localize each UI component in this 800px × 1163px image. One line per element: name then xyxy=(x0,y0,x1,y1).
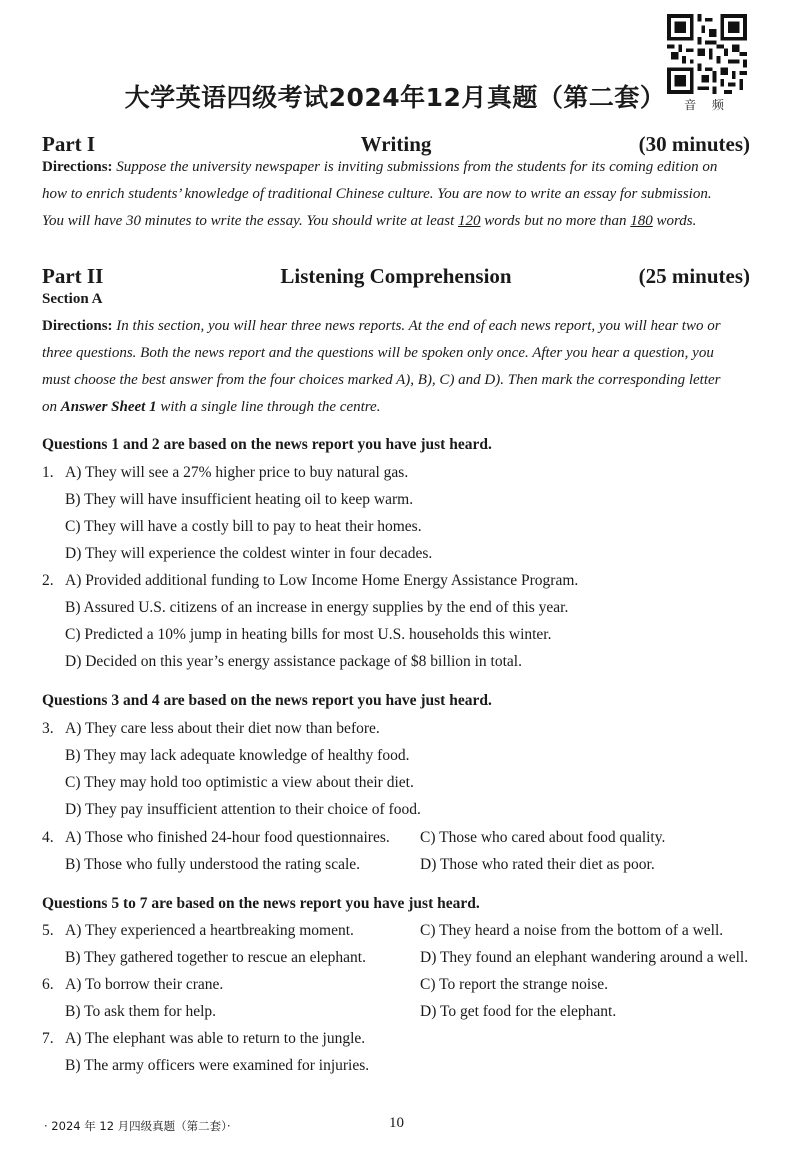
page-number: 10 xyxy=(389,1115,404,1131)
min-words: 120 xyxy=(458,213,481,229)
option-c[interactable]: C) Predicted a 10% jump in heating bills for most U.S. households this winter. xyxy=(65,626,552,643)
part-1-title: Writing xyxy=(360,132,432,156)
directions-text: with a single line through the centre. xyxy=(156,399,381,415)
directions-text: must choose the best answer from the four choices marked A), B), C) and D). Then mark the corresponding letter xyxy=(42,372,721,388)
footer-caption: · 2024 年 12 月四级真题（第二套）· xyxy=(44,1119,231,1133)
question-number: 6. xyxy=(42,976,54,993)
option-d[interactable]: D) They will experience the coldest winter in four decades. xyxy=(65,545,433,562)
option-b[interactable]: B) The army officers were examined for injuries. xyxy=(65,1057,370,1074)
directions-text: words. xyxy=(652,213,697,229)
directions-label: Directions: xyxy=(42,159,113,175)
directions-label: Directions: xyxy=(42,318,113,334)
qr-code-label: 音 频 xyxy=(684,98,730,112)
part-2-directions xyxy=(42,313,752,421)
part-2-title: Listening Comprehension xyxy=(280,264,512,288)
question-group-heading: Questions 1 and 2 are based on the news report you have just heard. xyxy=(42,436,492,453)
option-a[interactable]: A) They care less about their diet now than before. xyxy=(65,720,380,737)
option-d[interactable]: D) Those who rated their diet as poor. xyxy=(420,856,655,873)
question-number: 1. xyxy=(42,464,54,481)
option-c[interactable]: C) Those who cared about food quality. xyxy=(420,829,666,846)
option-b[interactable]: B) Those who fully understood the rating scale. xyxy=(65,856,361,873)
directions-text: Suppose the university newspaper is inviting submissions from the students for its coming edition on xyxy=(116,159,718,175)
part-1-directions xyxy=(42,154,752,235)
part-2-header xyxy=(42,264,750,292)
directions-text: words but no more than xyxy=(480,213,631,229)
option-d[interactable]: D) They pay insufficient attention to their choice of food. xyxy=(65,801,421,818)
option-d[interactable]: D) They found an elephant wandering around a well. xyxy=(420,949,749,966)
option-b[interactable]: B) Assured U.S. citizens of an increase in energy supplies by the end of this year. xyxy=(65,599,569,616)
option-c[interactable]: C) They heard a noise from the bottom of a well. xyxy=(420,922,724,939)
option-a[interactable]: A) To borrow their crane. xyxy=(65,976,224,993)
option-b[interactable]: B) They gathered together to rescue an elephant. xyxy=(65,949,366,966)
part-2-label: Part II xyxy=(42,264,104,288)
option-a[interactable]: A) Those who finished 24-hour food questionnaires. xyxy=(65,829,390,846)
option-d[interactable]: D) Decided on this year’s energy assistance package of $8 billion in total. xyxy=(65,653,522,670)
directions-text: three questions. Both the news report and the questions will be spoken only once. After you hear a question, you xyxy=(42,345,714,361)
option-b[interactable]: B) They will have insufficient heating oil to keep warm. xyxy=(65,491,414,508)
question-number: 4. xyxy=(42,829,54,846)
option-a[interactable]: A) They will see a 27% higher price to buy natural gas. xyxy=(65,464,409,481)
part-2-time: (25 minutes) xyxy=(638,264,750,288)
option-c[interactable]: C) They will have a costly bill to pay to heat their homes. xyxy=(65,518,422,535)
option-b[interactable]: B) To ask them for help. xyxy=(65,1003,217,1020)
page-title: 大学英语四级考试2024年12月真题（第二套） xyxy=(124,83,666,112)
qr-code-icon[interactable] xyxy=(667,14,747,94)
question-number: 5. xyxy=(42,922,54,939)
option-a[interactable]: A) They experienced a heartbreaking moment. xyxy=(65,922,354,939)
max-words: 180 xyxy=(630,213,653,229)
option-a[interactable]: A) The elephant was able to return to the jungle. xyxy=(65,1030,366,1047)
question-number: 2. xyxy=(42,572,54,589)
section-a-heading: Section A xyxy=(42,291,103,307)
answer-sheet-ref: Answer Sheet 1 xyxy=(60,399,157,415)
part-1-label: Part I xyxy=(42,132,96,156)
part-1-time: (30 minutes) xyxy=(638,132,750,156)
option-c[interactable]: C) They may hold too optimistic a view about their diet. xyxy=(65,774,414,791)
option-b[interactable]: B) They may lack adequate knowledge of healthy food. xyxy=(65,747,410,764)
directions-text: In this section, you will hear three news reports. At the end of each news report, you will hear two or xyxy=(116,318,721,334)
directions-text: how to enrich students’ knowledge of traditional Chinese culture. You are now to write an essay for submission. xyxy=(42,186,712,202)
question-group-heading: Questions 5 to 7 are based on the news report you have just heard. xyxy=(42,895,480,912)
question-group-heading: Questions 3 and 4 are based on the news report you have just heard. xyxy=(42,692,492,709)
question-number: 7. xyxy=(42,1030,54,1047)
option-c[interactable]: C) To report the strange noise. xyxy=(420,976,609,993)
directions-text: You will have 30 minutes to write the essay. You should write at least xyxy=(42,213,458,229)
option-d[interactable]: D) To get food for the elephant. xyxy=(420,1003,617,1020)
directions-text: on xyxy=(42,399,61,415)
question-number: 3. xyxy=(42,720,54,737)
option-a[interactable]: A) Provided additional funding to Low Income Home Energy Assistance Program. xyxy=(65,572,579,589)
